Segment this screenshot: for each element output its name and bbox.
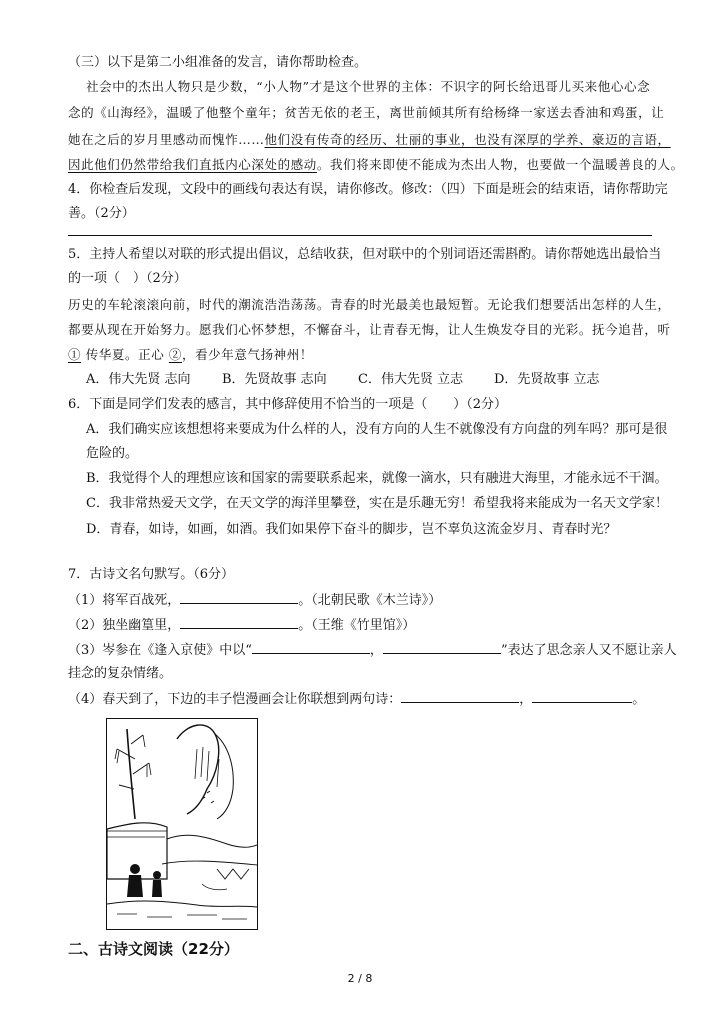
page-number: 2 / 8 (347, 972, 373, 985)
option-c[interactable]: C．伟大先贤 立志 (358, 372, 464, 387)
recitation-item-3 (68, 641, 677, 660)
option-d[interactable]: D．青春，如诗，如画，如酒。我们如果停下奋斗的脚步，岂不辜负这流金岁月、青春时光？ (86, 522, 617, 537)
couplet-passage-line: 历史的车轮滚滚向前，时代的潮流浩浩荡荡。青春的时光最美也最短暂。无论我们想要活出怎样的人生， (68, 297, 671, 312)
answer-blank[interactable] (532, 690, 632, 703)
answer-blank[interactable] (180, 591, 298, 604)
item-text: ， (369, 643, 383, 658)
answer-blank[interactable] (252, 641, 370, 654)
item-text: （2）独坐幽篁里， (68, 618, 181, 633)
question-5: 5．主持人希望以对联的形式提出倡议，总结收获，但对联中的个别词语还需斟酌。请你帮她选出最恰当 (68, 247, 662, 262)
section-2-title: 二、古诗文阅读（22分） (68, 940, 239, 958)
underlined-sentence: 因此他们仍然带给我们直抵内心深处的感动 (68, 157, 317, 172)
recitation-item-3-cont: 挂念的复杂情绪。 (68, 666, 173, 681)
item-source: 。（北朝民歌《木兰诗》） (298, 593, 442, 608)
couplet-passage-line: 都要从现在开始努力。愿我们心怀梦想，不懈奋斗，让青春无悔，让人生焕发夺目的光彩。抚今追昔，听 (68, 322, 671, 337)
item-text: （1）将军百战死， (68, 593, 181, 608)
question-4-cont: 善。（2分） (68, 206, 135, 221)
blank-marker-2: ② (168, 347, 182, 362)
passage-text: 。我们将来即使不能成为杰出人物，也要做一个温暖善良的人。 (316, 157, 684, 172)
answer-blank[interactable] (401, 690, 519, 703)
recitation-item-2 (68, 616, 415, 635)
question-4: 4．你检查后发现，文段中的画线句表达有误，请你修改。修改：（四）下面是班会的结束语，请你帮助完 (68, 182, 668, 197)
option-b[interactable]: B．我觉得个人的理想应该和国家的需要联系起来，就像一滴水，只有融进大海里，才能永远不干涸。 (86, 471, 668, 486)
option-a-cont: 危险的。 (86, 446, 139, 461)
option-c[interactable]: C．我非常热爱天文学，在天文学的海洋里攀登，实在是乐趣无穷！希望我将来能成为一名天文学家！ (86, 496, 668, 511)
recitation-item-4 (68, 690, 645, 709)
passage-line: 社会中的杰出人物只是少数，“小人物”才是这个世界的主体：不识字的阿长给迅哥儿买来他心心念 (86, 79, 651, 94)
option-b[interactable]: B．先贤故事 志向 (222, 372, 327, 387)
passage-line (68, 131, 671, 149)
section3-header: （三）以下是第二小组准备的发言，请你帮助检查。 (68, 55, 368, 70)
answer-line (68, 235, 652, 236)
passage-text: ，看少年意气扬神州！ (181, 347, 313, 362)
underlined-sentence: 他们没有传奇的经历、壮丽的事业，也没有深厚的学养、豪迈的言语， (264, 132, 671, 147)
option-d[interactable]: D．先贤故事 立志 (494, 372, 600, 387)
item-text: 。 (632, 692, 646, 707)
option-a[interactable]: A．我们确实应该想想将来要成为什么样的人，没有方向的人生不就像没有方向盘的列车吗？那可是很 (86, 422, 668, 437)
passage-text: 她在之后的岁月里感动而愧怍…… (68, 132, 265, 147)
item-text: ， (519, 692, 533, 707)
item-text: （4）春天到了，下边的丰子恺漫画会让你联想到两句诗： (68, 692, 402, 707)
feng-zikai-illustration (106, 718, 258, 930)
answer-blank[interactable] (383, 641, 501, 654)
blank-marker-1: ① (68, 347, 82, 362)
question-6: 6．下面是同学们发表的感言，其中修辞使用不恰当的一项是（ ）（2分） (68, 397, 508, 412)
question-7: 7．古诗文名句默写。（6分） (68, 567, 235, 582)
couplet-passage-line (68, 346, 313, 364)
item-text: （3）岑参在《逢入京使》中以“ (68, 643, 252, 658)
item-source: 。（王维《竹里馆》） (298, 618, 416, 633)
passage-line: 念的《山海经》，温暖了他整个童年；贫苦无依的老王，离世前倾其所有给杨绛一家送去香油和鸡蛋，让 (68, 105, 665, 120)
recitation-item-1 (68, 591, 441, 610)
answer-blank[interactable] (180, 616, 298, 629)
passage-text: 传华夏。正心 (85, 347, 165, 362)
passage-line (68, 156, 684, 174)
question-5-cont: 的一项（ ）（2分） (68, 271, 187, 286)
option-a[interactable]: A．伟大先贤 志向 (86, 372, 191, 387)
item-text: ”表达了思念亲人又不愿让亲人 (500, 643, 677, 658)
illustration-drawing (107, 719, 257, 929)
